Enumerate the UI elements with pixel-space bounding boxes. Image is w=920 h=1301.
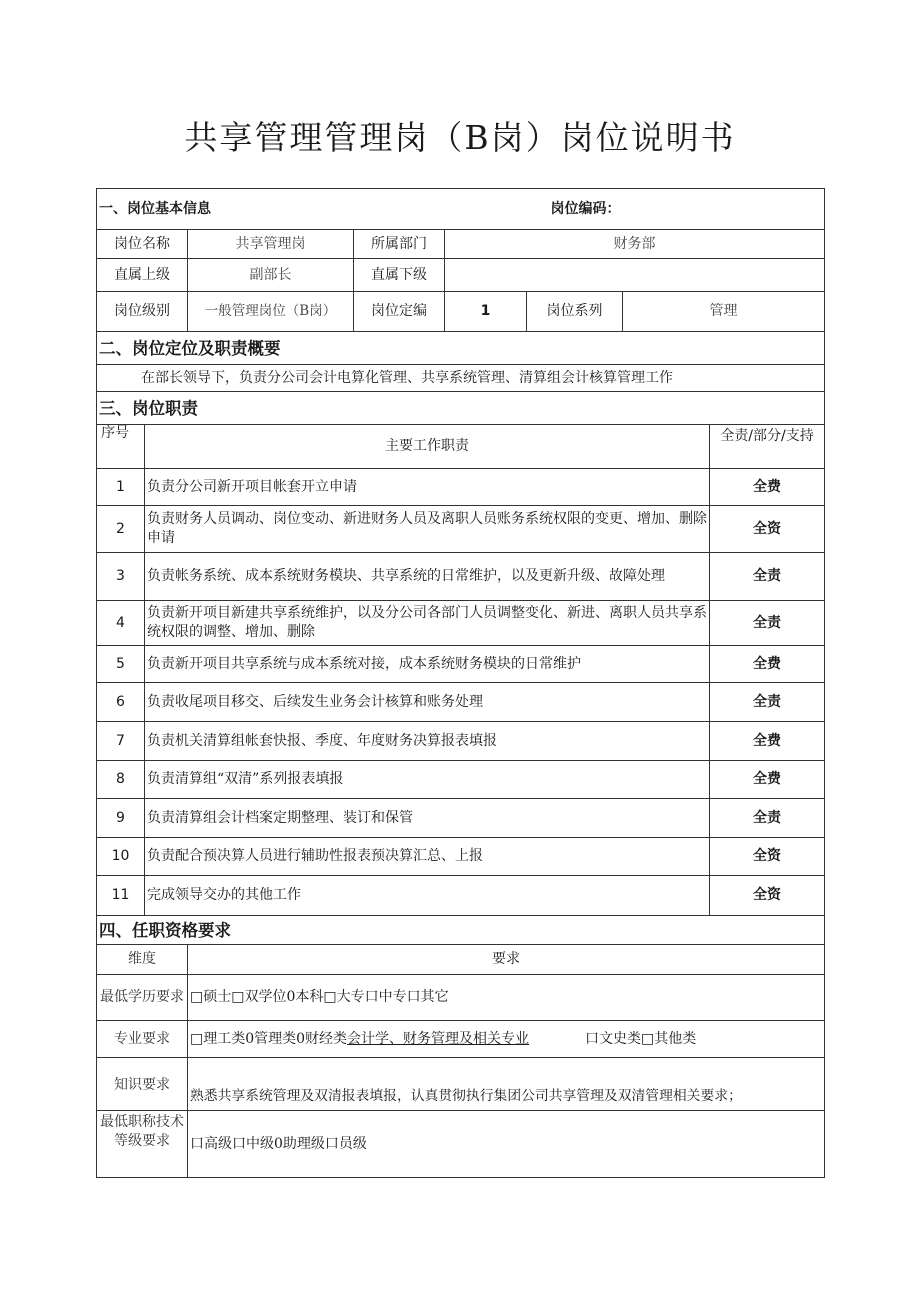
col-dimension-header: 维度 xyxy=(97,945,188,975)
duty-index: 10 xyxy=(97,838,145,876)
section3-header-row xyxy=(97,392,825,425)
duty-text: 负责配合预决算人员进行辅助性报表预决算汇总、上报 xyxy=(145,838,710,876)
duty-row xyxy=(97,761,825,799)
duty-responsibility: 全资 xyxy=(710,876,825,916)
major-row xyxy=(97,1021,825,1058)
duty-index: 1 xyxy=(97,469,145,506)
col-duty-header: 主要工作职责 xyxy=(145,425,710,469)
duty-text: 负责帐务系统、成本系统财务模块、共享系统的日常维护，以及更新升级、故障处理 xyxy=(145,553,710,601)
duty-text: 负责新开项目新建共享系统维护，以及分公司各部门人员调整变化、新进、离职人员共享系统权限的调整、增加、删除 xyxy=(145,601,710,646)
duty-text: 负责机关清算组帐套快报、季度、年度财务决算报表填报 xyxy=(145,722,710,761)
department-label: 所属部门 xyxy=(354,230,445,259)
duty-text: 完成领导交办的其他工作 xyxy=(145,876,710,916)
series-label: 岗位系列 xyxy=(527,292,623,332)
superior-value: 副部长 xyxy=(188,259,354,292)
knowledge-label: 知识要求 xyxy=(97,1058,188,1111)
duty-responsibility: 全费 xyxy=(710,646,825,683)
duty-row xyxy=(97,838,825,876)
duty-row xyxy=(97,799,825,838)
duty-responsibility: 全责 xyxy=(710,683,825,722)
duty-row xyxy=(97,506,825,553)
job-description-table xyxy=(96,188,825,1178)
duty-responsibility: 全责 xyxy=(710,799,825,838)
duties-header-row xyxy=(97,425,825,469)
subordinate-value xyxy=(445,259,825,292)
major-prefix: □理工类0管理类0财经类 xyxy=(190,1030,348,1047)
section4-header-row xyxy=(97,916,825,945)
duty-text: 负责收尾项目移交、后续发生业务会计核算和账务处理 xyxy=(145,683,710,722)
position-name-value: 共享管理岗 xyxy=(188,230,354,259)
info-row-3 xyxy=(97,292,825,332)
level-label: 岗位级别 xyxy=(97,292,188,332)
duty-index: 2 xyxy=(97,506,145,553)
education-value: □硕士□双学位0本科□大专口中专口其它 xyxy=(188,975,825,1021)
major-value xyxy=(188,1021,825,1058)
superior-label: 直属上级 xyxy=(97,259,188,292)
section2-header-row xyxy=(97,332,825,365)
duty-index: 5 xyxy=(97,646,145,683)
section1-heading: 一、岗位基本信息 xyxy=(97,189,527,230)
duty-text: 负责清算组“双清”系列报表填报 xyxy=(145,761,710,799)
knowledge-value: 熟悉共享系统管理及双清报表填报，认真贯彻执行集团公司共享管理及双清管理相关要求； xyxy=(188,1058,825,1111)
level-value: 一般管理岗位（B岗） xyxy=(188,292,354,332)
duty-row xyxy=(97,876,825,916)
duty-index: 9 xyxy=(97,799,145,838)
duty-text: 负责清算组会计档案定期整理、装订和保管 xyxy=(145,799,710,838)
duty-responsibility: 全费 xyxy=(710,722,825,761)
section1-header-row xyxy=(97,189,825,230)
info-row-2 xyxy=(97,259,825,292)
major-underlined: 会计学、财务管理及相关专业 xyxy=(347,1030,530,1047)
duty-responsibility: 全资 xyxy=(710,838,825,876)
department-value: 财务部 xyxy=(445,230,825,259)
duty-index: 3 xyxy=(97,553,145,601)
section2-heading: 二、岗位定位及职责概要 xyxy=(97,332,825,365)
duty-index: 7 xyxy=(97,722,145,761)
duty-responsibility: 全资 xyxy=(710,506,825,553)
duty-row xyxy=(97,722,825,761)
quota-label: 岗位定编 xyxy=(354,292,445,332)
duty-text: 负责财务人员调动、岗位变动、新进财务人员及离职人员账务系统权限的变更、增加、删除申请 xyxy=(145,506,710,553)
duty-row xyxy=(97,646,825,683)
title-level-label: 最低职称技术等级要求 xyxy=(97,1111,188,1178)
duty-index: 6 xyxy=(97,683,145,722)
duty-responsibility: 全费 xyxy=(710,469,825,506)
education-label: 最低学历要求 xyxy=(97,975,188,1021)
duty-row xyxy=(97,683,825,722)
section3-heading: 三、岗位职责 xyxy=(97,392,825,425)
knowledge-row xyxy=(97,1058,825,1111)
duty-index: 11 xyxy=(97,876,145,916)
title-level-row xyxy=(97,1111,825,1178)
duty-text: 负责新开项目共享系统与成本系统对接，成本系统财务模块的日常维护 xyxy=(145,646,710,683)
page-title: 共享管理管理岗（B岗）岗位说明书 xyxy=(184,118,736,157)
quota-value: 1 xyxy=(445,292,527,332)
section4-heading: 四、任职资格要求 xyxy=(97,916,825,945)
major-label: 专业要求 xyxy=(97,1021,188,1058)
duty-row xyxy=(97,553,825,601)
duty-row xyxy=(97,469,825,506)
subordinate-label: 直属下级 xyxy=(354,259,445,292)
info-row-1 xyxy=(97,230,825,259)
summary-row xyxy=(97,365,825,392)
position-name-label: 岗位名称 xyxy=(97,230,188,259)
duty-responsibility: 全责 xyxy=(710,553,825,601)
duty-text: 负责分公司新开项目帐套开立申请 xyxy=(145,469,710,506)
duty-responsibility: 全责 xyxy=(710,601,825,646)
position-summary: 在部长领导下，负责分公司会计电算化管理、共享系统管理、清算组会计核算管理工作 xyxy=(97,365,825,392)
duty-index: 4 xyxy=(97,601,145,646)
col-requirement-header: 要求 xyxy=(188,945,825,975)
col-resp-header: 全责/部分/支持 xyxy=(710,425,825,469)
education-row xyxy=(97,975,825,1021)
duty-index: 8 xyxy=(97,761,145,799)
series-value: 管理 xyxy=(623,292,825,332)
col-index-header: 序号 xyxy=(97,425,145,469)
duty-row xyxy=(97,601,825,646)
duty-responsibility: 全费 xyxy=(710,761,825,799)
title-level-value: 口高级口中级0助理级口员级 xyxy=(188,1111,825,1178)
major-suffix: 口文史类□其他类 xyxy=(585,1030,697,1047)
position-code-label: 岗位编码： xyxy=(527,189,825,230)
requirements-header-row xyxy=(97,945,825,975)
